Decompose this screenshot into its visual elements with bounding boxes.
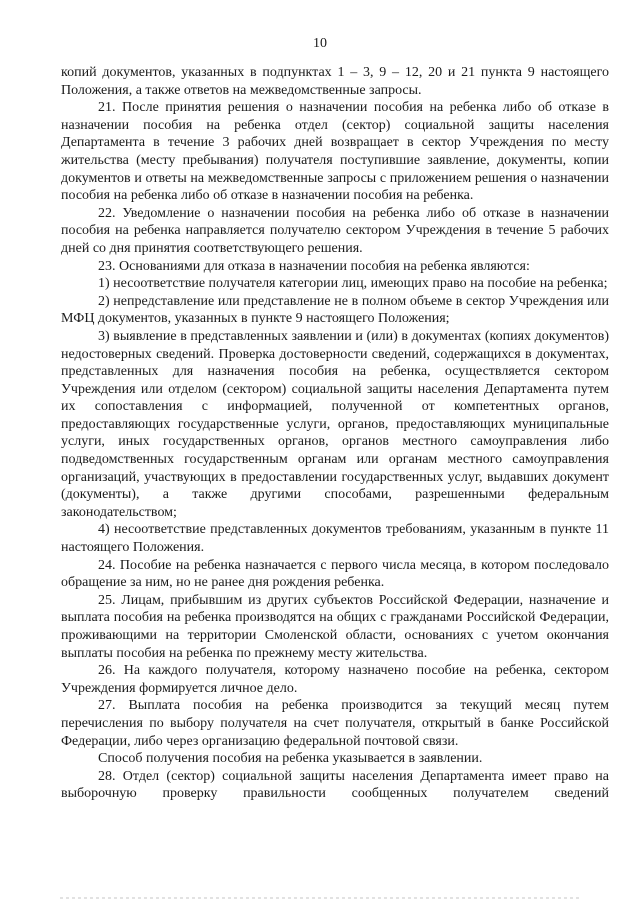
paragraph-26: 26. На каждого получателя, которому назначено пособие на ребенка, сектором Учреждения формируется личное дело. (61, 663, 609, 696)
paragraph-28: 28. Отдел (сектор) социальной защиты населения Департамента имеет право на выборочную проверку правильности сообщенных получателем сведений (61, 768, 609, 802)
subparagraph-4: 4) несоответствие представленных документов требованиям, указанным в пункте 11 настоящего Положения. (61, 522, 609, 556)
paragraph-23: 23. Основаниями для отказа в назначении пособия на ребенка являются: (98, 258, 530, 274)
paragraph-27: 27. Выплата пособия на ребенка производится за текущий месяц путем перечисления по выбору получателя на счет получателя, открытый в банке Российской Федерации, либо через организацию федеральной почтовой связи. (61, 698, 609, 749)
subparagraph-1: 1) несоответствие получателя категории лиц, имеющих право на пособие на ребенка; (98, 276, 608, 292)
scan-edge-artifact (60, 897, 580, 899)
paragraph-24: 24. Пособие на ребенка назначается с первого числа месяца, в котором последовало обращение за ним, но не ранее дня рождения ребенка. (61, 557, 609, 591)
paragraph-payment-method: Способ получения пособия на ребенка указывается в заявлении. (98, 751, 483, 767)
paragraph-25: 25. Лицам, прибывшим из других субъектов Российской Федерации, назначение и выплата пособия на ребенка производятся на общих с гражданами Российской Федерации, проживающими на территории Смоленской области, основаниях с учетом окончания выплаты пособия на ребенка по прежнему месту жительства. (61, 592, 609, 661)
subparagraph-3: 3) выявление в представленных заявлении и (или) в документах (копиях документов) недостоверных сведений. Проверка достоверности сведений, содержащихся в документах, представленных для назначения пособия на ребенка, осуществляется сектором Учреждения или отделом (сектором) социальной защиты населения Департамента путем их сопоставления с информацией, полученной от компетентных органов, предоставляющих государственные услуги, органов, предоставляющих муниципальные услуги, иных государственных органов, органов местного самоуправления либо подведомственных государственным органам или органам местного самоуправления организаций, участвующих в предоставлении государственных услуг, выдавших документ (документы), а также другими способами, разрешенными федеральным законодательством; (61, 328, 609, 520)
subparagraph-2: 2) непредставление или представление не в полном объеме в сектор Учреждения или МФЦ документов, указанных в пункте 9 настоящего Положения; (61, 293, 609, 327)
document-body (61, 64, 609, 803)
page-number: 10 (313, 36, 327, 51)
paragraph-22: 22. Уведомление о назначении пособия на ребенка либо об отказе в назначении пособия на ребенка направляется получателю сектором Учреждения в течение 5 рабочих дней со дня принятия соответствующего решения. (61, 205, 609, 256)
paragraph: копий документов, указанных в подпунктах 1 – 3, 9 – 12, 20 и 21 пункта 9 настоящего Положения, а также ответов на межведомственные запросы. (61, 65, 609, 98)
paragraph-21: 21. После принятия решения о назначении пособия на ребенка либо об отказе в назначении пособия на ребенка отдел (сектор) социальной защиты населения Департамента в течение 3 рабочих дней возвращает в сектор Учреждения по месту жительства (месту пребывания) получателя поступившие заявление, документы, копии документов и ответы на межведомственные запросы с приложением решения о назначении пособия на ребенка либо об отказе в назначении пособия на ребенка. (61, 100, 609, 204)
